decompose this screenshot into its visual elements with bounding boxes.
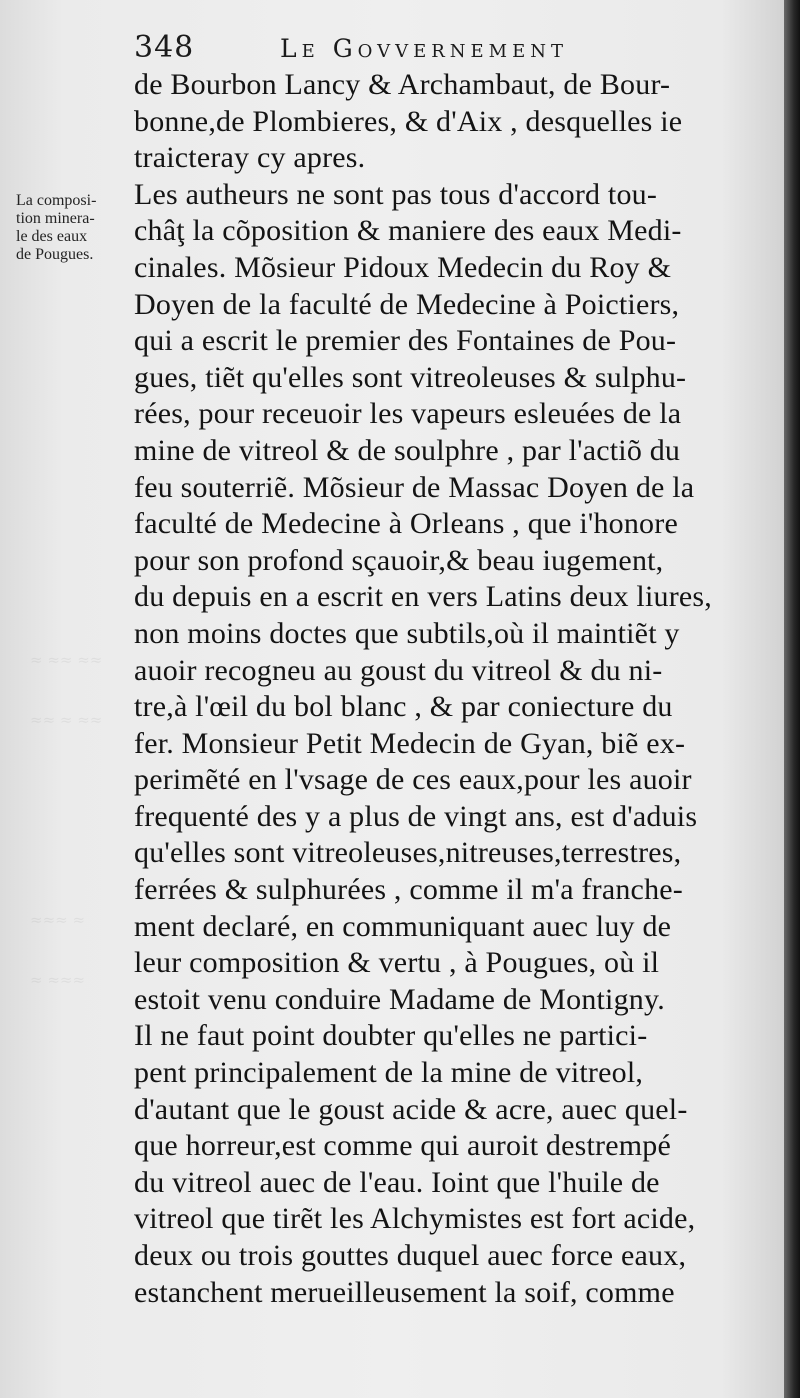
text-line: Les autheurs ne sont pas tous d'accord tou- (134, 177, 658, 211)
text-line: que horreur,est comme qui auroit destrempé (134, 1129, 672, 1163)
show-through-marks: ≈ ≈≈ ≈≈ ≈≈ ≈ ≈≈ ≈≈≈ ≈ ≈ ≈≈≈ (30, 651, 103, 989)
text-line: perimẽté en l'vsage de ces eaux,pour les auoir (134, 763, 692, 797)
text-line: bonne,de Plombieres, & d'Aix , desquelles ie (134, 104, 683, 138)
text-line: frequenté des y a plus de vingt ans, est d'aduis (134, 799, 698, 833)
text-line: qu'elles sont vitreoleuses,nitreuses,terrestres, (134, 836, 682, 870)
text-line: tre,à l'œil du bol blanc , & par coniecture du (134, 690, 673, 724)
text-line: d'autant que le goust acide & acre, auec quel- (134, 1092, 688, 1126)
text-line: rées, pour receuoir les vapeurs esleuées de la (134, 397, 682, 431)
text-line: ferrées & sulphurées , comme il m'a franche- (134, 873, 683, 907)
running-title: Le Govvernement (280, 34, 569, 63)
text-line: pour son profond sçauoir,& beau iugement, (134, 543, 664, 577)
body-text (134, 67, 784, 1311)
text-line: leur composition & vertu , à Pougues, où il (134, 946, 660, 980)
marginal-note (16, 192, 134, 264)
text-line: du vitreol auec de l'eau. Ioint que l'huile de (134, 1165, 660, 1199)
text-line: estanchent merueilleusement la soif, comme (134, 1275, 675, 1309)
text-line: qui a escrit le premier des Fontaines de Pou- (134, 324, 677, 358)
text-line: fer. Monsieur Petit Medecin de Gyan, biẽ ex- (134, 726, 686, 760)
text-line: du depuis en a escrit en vers Latins deux liures, (134, 580, 712, 614)
page-header (130, 28, 770, 68)
marginal-note-line: tion minera- (16, 210, 95, 227)
text-line: non moins doctes que subtils,où il maintiẽt y (134, 616, 680, 650)
marginal-note-line: La composi- (16, 192, 97, 209)
text-line: faculté de Medecine à Orleans , que i'honore (134, 507, 678, 541)
text-line: auoir recogneu au goust du vitreol & du ni- (134, 653, 663, 687)
text-line: feu souterriẽ. Mõsieur de Massac Doyen de la (134, 470, 695, 504)
text-line: Doyen de la faculté de Medecine à Poictiers, (134, 287, 680, 321)
text-line: estoit venu conduire Madame de Montigny. (134, 982, 665, 1016)
text-line: deux ou trois gouttes duquel auec force eaux, (134, 1239, 687, 1272)
text-line: Il ne faut point doubter qu'elles ne partici- (134, 1019, 648, 1053)
marginal-note-line: de Pougues. (16, 246, 94, 263)
text-line: ment declaré, en communiquant auec luy de (134, 909, 672, 943)
page-number: 348 (134, 30, 195, 65)
text-line: mine de vitreol & de soulphre , par l'actiõ du (134, 433, 681, 467)
text-line: gues, tiẽt qu'elles sont vitreoleuses & sulphu- (134, 360, 687, 394)
text-line: de Bourbon Lancy & Archambaut, de Bour- (134, 68, 671, 101)
text-line: vitreol que tirẽt les Alchymistes est fort acide, (134, 1202, 696, 1236)
marginal-note-line: le des eaux (16, 228, 88, 245)
text-line: traicteray cy apres. (134, 141, 366, 175)
text-line: pent principalement de la mine de vitreol, (134, 1056, 644, 1090)
text-line: cinales. Mõsieur Pidoux Medecin du Roy & (134, 250, 672, 284)
page-edge-shadow (784, 0, 800, 1398)
text-line: châţ la cõposition & maniere des eaux Medi- (134, 214, 682, 248)
